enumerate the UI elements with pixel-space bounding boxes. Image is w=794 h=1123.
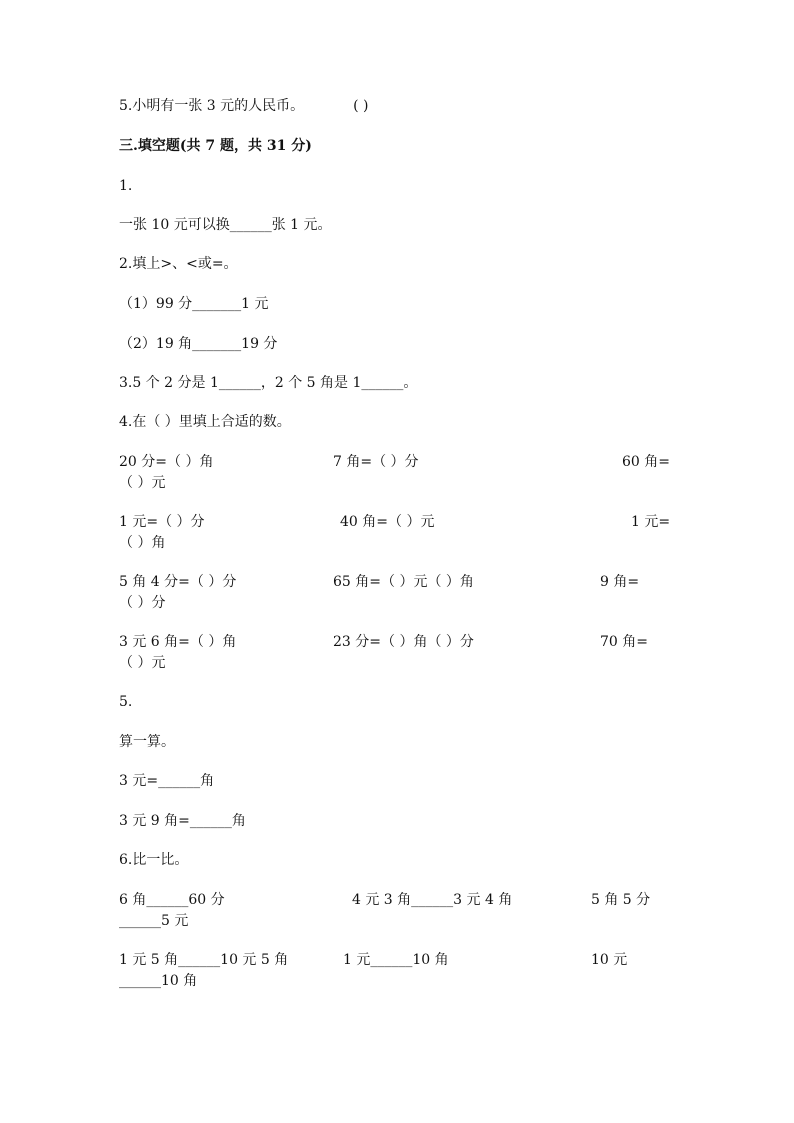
q4-row-1-col-2: 7 角=（ ）分 bbox=[333, 454, 419, 470]
q6-row-2-col-3: 10 元 bbox=[591, 952, 628, 968]
q6-row-2-wrap: ______10 角 bbox=[119, 973, 198, 989]
q4-row-1-col-1: 20 分=（ ）角 bbox=[119, 454, 214, 470]
question-4-title: 4.在（ ）里填上合适的数。 bbox=[119, 414, 291, 430]
question-text: 5.小明有一张 3 元的人民币。 bbox=[119, 98, 305, 114]
question-6-title: 6.比一比。 bbox=[119, 852, 189, 868]
question-3-text: 3.5 个 2 分是 1______，2 个 5 角是 1______。 bbox=[119, 375, 418, 391]
q6-row-1-col-3: 5 角 5 分 bbox=[591, 892, 651, 908]
q4-row-3-col-3: 9 角= bbox=[600, 574, 640, 590]
question-5-number: 5. bbox=[119, 694, 133, 710]
q6-row-2-col-1: 1 元 5 角______10 元 5 角 bbox=[119, 952, 289, 968]
q4-row-3-col-1: 5 角 4 分=（ ）分 bbox=[119, 574, 237, 590]
q6-row-1-wrap: ______5 元 bbox=[119, 913, 189, 929]
question-5-item-1: 3 元=______角 bbox=[119, 773, 215, 789]
answer-paren: ( ) bbox=[353, 98, 369, 114]
q4-row-4-wrap: （ ）元 bbox=[119, 655, 166, 671]
q4-row-4-col-2: 23 分=（ ）角（ ）分 bbox=[333, 634, 474, 650]
question-1-text: 一张 10 元可以换______张 1 元。 bbox=[119, 217, 332, 233]
q4-row-1-wrap: （ ）元 bbox=[119, 475, 166, 491]
question-5-item-2: 3 元 9 角=______角 bbox=[119, 813, 246, 829]
q6-row-1-col-1: 6 角______60 分 bbox=[119, 892, 225, 908]
q4-row-2-col-2: 40 角=（ ）元 bbox=[340, 514, 435, 530]
question-2-item-2: （2）19 角_______19 分 bbox=[119, 336, 278, 352]
question-5-judge bbox=[119, 97, 368, 115]
q4-row-4-col-3: 70 角= bbox=[600, 634, 648, 650]
q4-row-1-col-3: 60 角= bbox=[622, 454, 670, 470]
q6-row-2-col-2: 1 元______10 角 bbox=[343, 952, 449, 968]
q4-row-3-wrap: （ ）分 bbox=[119, 595, 166, 611]
q6-row-1-col-2: 4 元 3 角______3 元 4 角 bbox=[352, 892, 513, 908]
question-2-title: 2.填上>、<或=。 bbox=[119, 256, 238, 272]
section-title: 三.填空题(共 7 题，共 31 分) bbox=[119, 138, 312, 154]
q4-row-2-col-3: 1 元= bbox=[631, 514, 671, 530]
q4-row-2-col-1: 1 元=（ ）分 bbox=[119, 514, 205, 530]
q4-row-3-col-2: 65 角=（ ）元（ ）角 bbox=[333, 574, 474, 590]
question-2-item-1: （1）99 分_______1 元 bbox=[119, 296, 269, 312]
question-1-number: 1. bbox=[119, 178, 133, 194]
q4-row-2-wrap: （ ）角 bbox=[119, 535, 166, 551]
q4-row-4-col-1: 3 元 6 角=（ ）角 bbox=[119, 634, 237, 650]
question-5-title: 算一算。 bbox=[119, 734, 175, 750]
